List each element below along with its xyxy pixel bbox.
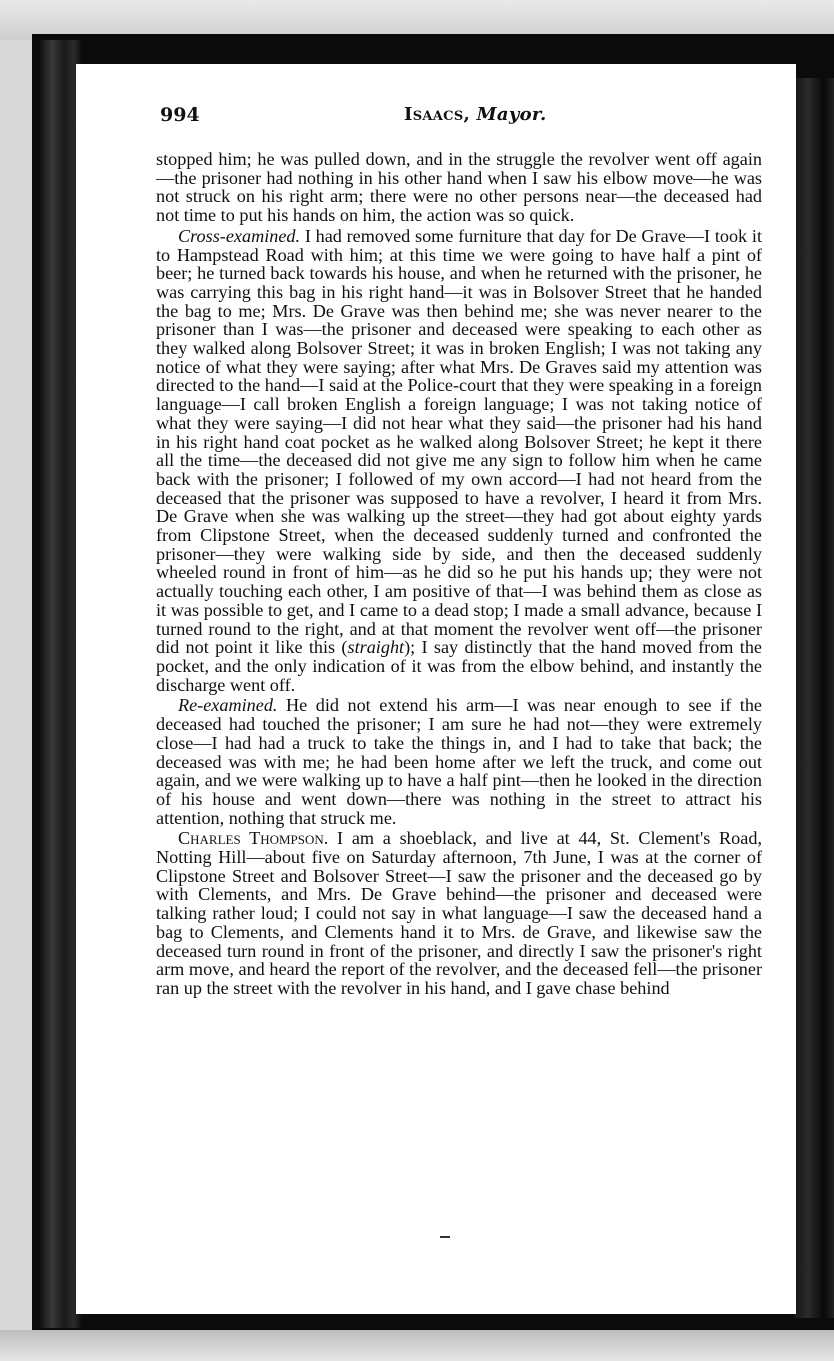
running-head [404,104,547,125]
paragraph-witness-thompson [156,829,762,997]
paragraph-re-examined [156,696,762,827]
re-examined-label: Re-examined. [178,695,278,716]
page-number: 994 [160,104,200,126]
paragraph-cross-examined [156,227,762,695]
running-head-name: Isaacs, [404,104,471,125]
paragraph-text: stopped him; he was pulled down, and in the struggle the revolver went off again—the prisoner had nothing in his other hand when I saw his elbow move—he was not struck on his right arm; there were no other persons near—the deceased had not time to put his hands on him, the action was so quick. [156,149,762,226]
body-text [156,150,762,998]
witness-name: Charles Thompson. [178,828,329,849]
paragraph-text: I had removed some furniture that day for De Grave—I took it to Hampstead Road with him; at this time we were going to have half a pint of beer; he turned back towards his house, and when he returned with the prisoner, he was carrying this bag in his right hand—it was in Bolsover Street that he handed the bag to me; Mrs. De Grave was then behind me; she was never nearer to the prisoner than I was—the prisoner and deceased were speaking to each other as they walked along Bolsover Street; it was in broken English; I was not taking any notice of what they were saying; after what Mrs. De Graves said my attention was directed to the hand—I said at the Police-court that they were speaking in a foreign language—I call broken English a foreign language; I was not taking notice of what they were saying—I did not hear what they said—the prisoner had his hand in his right hand coat pocket as he walked along Bolsover Street; he kept it there all the time—the deceased did not give me any sign to follow him when he came back with the prisoner; I followed of my own accord—I had not heard from the deceased that the prisoner was supposed to have a revolver, I heard it from Mrs. De Grave when she was walking up the street—they had got about eighty yards from Clipstone Street, when the deceased suddenly turned and confronted the prisoner—they were walking side by side, and then the deceased suddenly wheeled round in front of him—as he did so he put his hands up; they were not actually touching each other, I am positive of that—I was behind them as close as it was possible to get, and I came to a dead stop; I made a small advance, because I turned round to the right, and at that moment the revolver went off—the prisoner did not point it like this ( [156,225,762,658]
paragraph-text: He did not extend his arm—I was near enough to see if the deceased had touched the prisoner; I am sure he had not—they were extremely close—I had had a truck to take the things in, and I had to take that back; the deceased was with me; he had been home after we left the truck, and come out again, and we were walking up to have a half pint—then he looked in the direction of his house and went down—there was nothing in the street to attract his attention, nothing that struck me. [156,695,762,828]
scan-background-bottom [0,1330,834,1361]
book-page [76,64,796,1314]
page-right-edge [794,78,834,1318]
emphasis-straight: straight [347,637,405,658]
paragraph-text: ); I say distinctly that the hand moved from the pocket, and the only indication of it was from the elbow behind, and instantly the discharge went off. [156,637,762,695]
paragraph-continuation [156,150,762,225]
page-footer-mark [440,1236,450,1238]
running-head-title: Mayor. [476,104,547,125]
paragraph-text: I am a shoeblack, and live at 44, St. Clement's Road, Notting Hill—about five on Saturday afternoon, 7th June, I was at the corner of Clipstone Street and Bolsover Street—I saw the prisoner and the deceased go by with Clements, and Mrs. De Grave behind—the prisoner and deceased were talking rather loud; I could not say in what language—I saw the deceased hand a bag to Clements, and Clements hand it to Mrs. de Grave, and likewise saw the deceased turn round in front of the prisoner, and directly I saw the prisoner's right arm move, and heard the report of the revolver, and the deceased fell—the prisoner ran up the street with the revolver in his hand, and I gave chase behind [156,828,762,998]
cross-examined-label: Cross-examined. [178,225,301,246]
